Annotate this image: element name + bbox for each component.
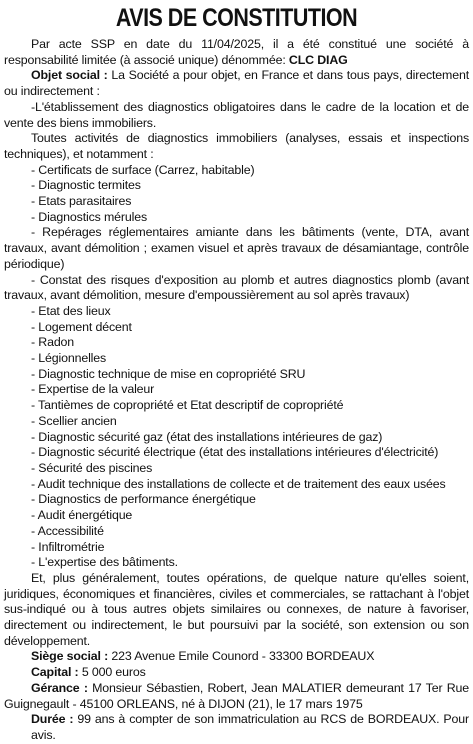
activities-intro: Toutes activités de diagnostics immobiliers (analyses, essais et inspections techniques), et notamment : [4, 131, 469, 161]
list-item: - Expertise de la valeur [4, 382, 469, 398]
list-item: - Logement décent [4, 320, 469, 336]
list-item: - Scellier ancien [4, 414, 469, 430]
list-item: - Diagnostic technique de mise en copropriété SRU [4, 367, 469, 383]
notice-body [4, 37, 469, 744]
list-item: - Accessibilité [4, 524, 469, 540]
list-item: - Constat des risques d'exposition au plomb et autres diagnostics plomb (avant travaux, avant démolition, mesure d'empoussièrement au sol après travaux) [4, 273, 469, 304]
list-item: - Tantièmes de copropriété et Etat descriptif de copropriété [4, 398, 469, 414]
list-item: - Diagnostic termites [4, 178, 469, 194]
list-item: - Sécurité des piscines [4, 461, 469, 477]
main-activity: -L'établissement des diagnostics obligatoires dans le cadre de la location et de vente des biens immobiliers. [4, 99, 469, 130]
company-name: CLC DIAG [288, 52, 348, 67]
duree-label: Durée : [31, 712, 74, 727]
duree-value: 99 ans à compter de son immatriculation au RCS de BORDEAUX. Pour avis. [31, 712, 469, 742]
capital-value: 5 000 euros [78, 665, 146, 680]
gerance-value: Monsieur Sébastien, Robert, Jean MALATIER demeurant 17 Ter Rue Guignegault - 45100 ORLEANS, né à DIJON (21), le 17 mars 1975 [4, 680, 469, 711]
intro-text: Par acte SSP en date du 11/04/2025, il a été constitué une société à responsabilité limitée (à associé unique) dénommée: [4, 37, 469, 67]
objet-social-label: Objet social : [31, 68, 108, 83]
general-clause: Et, plus généralement, toutes opérations, de quelque nature qu'elles soient, juridiques, économiques et financières, civiles et commerciales, se rattachant à l'objet sus-indiqué ou à tous autres objets similaires ou connexes, de nature à favoriser, directement ou indirectement, le but poursuivi par la société, son extension ou son développement. [4, 570, 469, 648]
siege-social-label: Siège social : [31, 649, 109, 664]
list-item: - Radon [4, 335, 469, 351]
list-item: - Etats parasitaires [4, 194, 469, 210]
duree-paragraph [4, 712, 469, 743]
intro-paragraph [4, 37, 469, 68]
list-item: - Diagnostic sécurité électrique (état des installations intérieures d'électricité) [4, 445, 469, 461]
list-item: - Etat des lieux [4, 304, 469, 320]
objet-social-paragraph [4, 68, 469, 99]
list-item: - Infiltrométrie [4, 540, 469, 556]
list-item: - Diagnostics de performance énergétique [4, 492, 469, 508]
list-item: - Diagnostics mérules [4, 210, 469, 226]
capital-paragraph [4, 665, 469, 681]
list-item: - Audit technique des installations de collecte et de traitement des eaux usées [4, 477, 469, 493]
objet-social-text: La Société a pour objet, en France et dans tous pays, directement ou indirectement : [4, 68, 469, 99]
list-item: - Diagnostic sécurité gaz (état des installations intérieures de gaz) [4, 430, 469, 446]
gerance-label: Gérance : [31, 680, 88, 695]
siege-social-value: 223 Avenue Emile Counord - 33300 BORDEAUX [108, 649, 375, 664]
list-item: - Légionnelles [4, 351, 469, 367]
gerance-paragraph [4, 681, 469, 712]
notice-title: AVIS DE CONSTITUTION [115, 4, 358, 32]
siege-social-paragraph [4, 649, 469, 665]
list-item: - Audit énergétique [4, 508, 469, 524]
list-item: - Repérages réglementaires amiante dans les bâtiments (vente, DTA, avant travaux, avant démolition ; examen visuel et après travaux de désamiantage, contrôle périodique) [4, 225, 469, 272]
capital-label: Capital : [31, 665, 79, 680]
list-item: - L'expertise des bâtiments. [4, 555, 469, 571]
list-item: - Certificats de surface (Carrez, habitable) [4, 163, 469, 179]
